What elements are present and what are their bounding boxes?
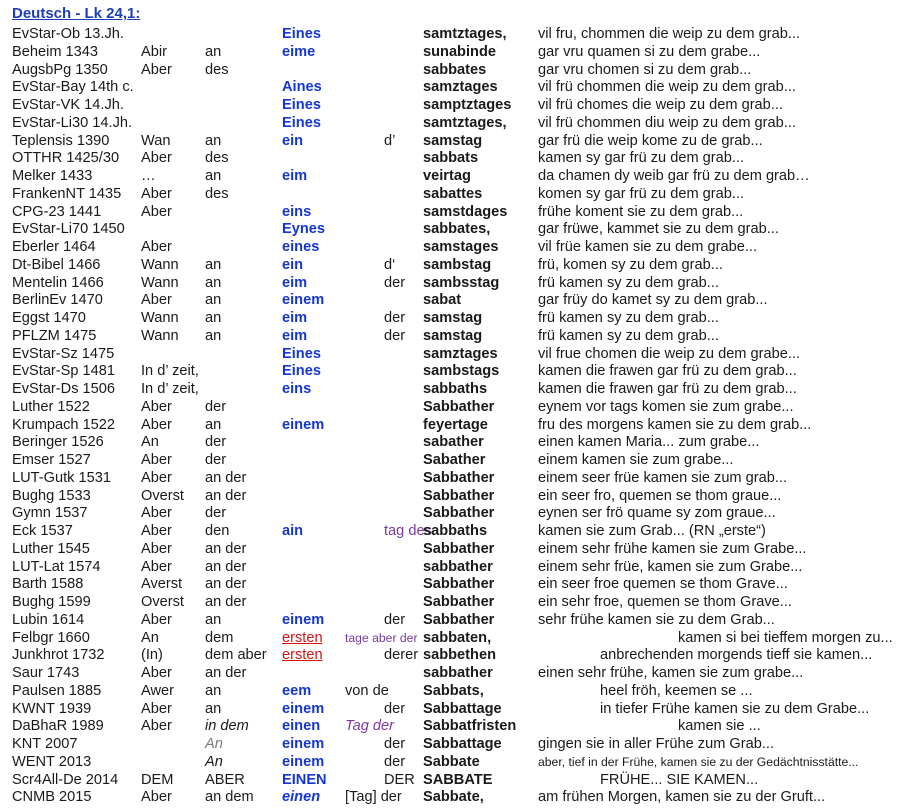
article-word: der	[384, 700, 406, 717]
table-row	[0, 488, 900, 506]
verse-rest: ein seer froe quemen se thom Grave...	[538, 576, 788, 593]
article-word: d’	[384, 132, 396, 149]
sabbath-word: sabbaths	[423, 381, 488, 397]
translation-table	[0, 26, 900, 807]
preposition-word: an	[205, 700, 222, 717]
source-label: EvStar-Sp 1481	[12, 363, 116, 380]
verse-rest: einem sehr früe, kamen sie zum Grabe...	[538, 558, 803, 575]
verse-rest: da chamen dy weib gar frü zu dem grab…	[538, 168, 810, 184]
verse-rest: kamen sie ...	[678, 718, 761, 735]
table-row	[0, 470, 900, 488]
table-row	[0, 204, 900, 222]
preposition-word: des	[205, 61, 229, 78]
verse-rest: einem sehr frühe kamen sie zum Grabe...	[538, 540, 807, 557]
preposition-word: an	[205, 274, 222, 291]
conjunction-word: Aber	[141, 718, 172, 735]
verse-rest: vil frü chomes die weip zu dem grab...	[538, 97, 783, 113]
sabbath-word: sambsstag	[423, 274, 500, 291]
source-label: OTTHR 1425/30	[12, 150, 120, 167]
verse-rest: kamen sie zum Grab... (RN „erste“)	[538, 523, 766, 539]
sabbath-word: Sabbather	[423, 469, 495, 486]
source-label: Luther 1522	[12, 398, 90, 415]
source-label: KWNT 1939	[12, 700, 92, 717]
verse-rest: kamen si bei tieffem morgen zu...	[678, 629, 893, 646]
source-label: Gymn 1537	[12, 505, 88, 522]
conjunction-word: Aber	[141, 292, 172, 309]
sabbath-word: sabbather	[423, 558, 493, 575]
sabbath-word: sabbather	[423, 665, 493, 681]
preposition-word: an	[205, 256, 222, 273]
sabbath-word: samtztages,	[423, 114, 507, 131]
table-row	[0, 736, 900, 754]
verse-rest: frühe koment sie zu dem grab...	[538, 203, 744, 220]
table-row	[0, 399, 900, 417]
verse-rest: in tiefer Frühe kamen sie zu dem Grabe...	[600, 700, 870, 717]
source-label: Luther 1545	[12, 540, 90, 557]
preposition-word: an der	[205, 540, 247, 557]
numeral-word: einem	[282, 700, 325, 717]
conjunction-word: Wann	[141, 274, 179, 291]
conjunction-word: Aber	[141, 700, 172, 717]
numeral-word: eins	[282, 381, 312, 397]
conjunction-word: …	[141, 168, 156, 184]
source-label: Melker 1433	[12, 168, 93, 184]
source-label: EvStar-Ds 1506	[12, 381, 116, 397]
table-row	[0, 381, 900, 399]
preposition-word: der	[205, 452, 227, 468]
source-label: Emser 1527	[12, 452, 91, 468]
verse-rest: frü kamen sy zu dem grab...	[538, 327, 719, 344]
numeral-word: ein	[282, 256, 304, 273]
conjunction-word: An	[141, 434, 159, 451]
numeral-word: ersten	[282, 647, 323, 664]
preposition-word: an der	[205, 576, 247, 593]
table-row	[0, 168, 900, 186]
sabbath-word: sabbats	[423, 150, 479, 167]
sabbath-word: Sabbattage	[423, 700, 502, 717]
table-row	[0, 150, 900, 168]
verse-rest: FRÜHE... SIE KAMEN...	[600, 771, 759, 788]
preposition-word: der	[205, 398, 227, 415]
conjunction-word: Abir	[141, 43, 167, 60]
source-label: EvStar-Sz 1475	[12, 345, 115, 362]
sabbath-word: Sabbather	[423, 594, 495, 610]
table-row	[0, 754, 900, 772]
conjunction-word: In d’ zeit,	[141, 363, 199, 380]
numeral-word: einem	[282, 736, 325, 752]
verse-rest: kamen die frawen gar frü zu dem grab...	[538, 363, 797, 380]
preposition-word: an	[205, 327, 222, 344]
sabbath-word: samtztages,	[423, 26, 507, 42]
source-label: KNT 2007	[12, 736, 78, 752]
article-word: tage aber der	[345, 630, 418, 645]
table-row	[0, 79, 900, 97]
source-label: Krumpach 1522	[12, 416, 116, 433]
source-label: Beringer 1526	[12, 434, 104, 451]
preposition-word: ABER	[205, 771, 245, 788]
source-label: Eck 1537	[12, 523, 73, 539]
conjunction-word: DEM	[141, 771, 174, 788]
article-word: tag des	[384, 523, 432, 539]
sabbath-word: sabbaten,	[423, 629, 492, 646]
numeral-word: EINEN	[282, 771, 327, 788]
table-row	[0, 328, 900, 346]
conjunction-word: Wann	[141, 310, 179, 326]
conjunction-word: (In)	[141, 647, 163, 664]
conjunction-word: Aber	[141, 523, 172, 539]
preposition-word: an dem	[205, 789, 254, 806]
preposition-word: der	[205, 505, 227, 522]
conjunction-word: Aber	[141, 185, 172, 202]
conjunction-word: Aber	[141, 398, 172, 415]
conjunction-word: Awer	[141, 682, 174, 699]
source-label: Dt-Bibel 1466	[12, 256, 101, 273]
article-word: [Tag] der	[345, 789, 402, 806]
verse-rest: frü kamen sy zu dem grab...	[538, 310, 719, 326]
table-row	[0, 239, 900, 257]
article-word: Tag der	[345, 718, 394, 735]
source-label: Lubin 1614	[12, 611, 85, 628]
conjunction-word: Overst	[141, 487, 184, 504]
conjunction-word: Aber	[141, 469, 172, 486]
table-row	[0, 44, 900, 62]
conjunction-word: Aber	[141, 203, 172, 220]
conjunction-word: Aber	[141, 416, 172, 433]
table-row	[0, 115, 900, 133]
preposition-word: An	[205, 753, 223, 770]
numeral-word: eim	[282, 327, 308, 344]
source-label: CNMB 2015	[12, 789, 92, 806]
verse-rest: vil frü chommen diu weip zu dem grab...	[538, 114, 796, 131]
numeral-word: Eines	[282, 26, 321, 42]
conjunction-word: Aber	[141, 452, 172, 468]
article-word: DER	[384, 771, 415, 788]
numeral-word: Aines	[282, 79, 322, 96]
table-row	[0, 452, 900, 470]
table-row	[0, 576, 900, 594]
article-word: von de	[345, 682, 389, 699]
numeral-word: einem	[282, 753, 325, 770]
table-row	[0, 789, 900, 807]
sabbath-word: Sabbatfristen	[423, 718, 517, 735]
verse-rest: anbrechenden morgends tieff sie kamen...	[600, 647, 873, 664]
numeral-word: Eines	[282, 114, 321, 131]
preposition-word: der	[205, 434, 227, 451]
verse-rest: ein sehr froe, quemen se thom Grave...	[538, 594, 792, 610]
table-row	[0, 683, 900, 701]
preposition-word: an	[205, 682, 222, 699]
sabbath-word: samstdages	[423, 203, 508, 220]
article-word: derer	[384, 647, 419, 664]
numeral-word: eime	[282, 43, 316, 60]
sabbath-word: sabather	[423, 434, 484, 451]
source-label: EvStar-Ob 13.Jh.	[12, 26, 124, 42]
preposition-word: an	[205, 611, 222, 628]
sabbath-word: Sabbather	[423, 576, 495, 593]
table-row	[0, 363, 900, 381]
table-row	[0, 221, 900, 239]
conjunction-word: Aber	[141, 789, 172, 806]
source-label: Paulsen 1885	[12, 682, 102, 699]
numeral-word: ein	[282, 132, 304, 149]
source-label: PFLZM 1475	[12, 327, 97, 344]
source-label: LUT-Lat 1574	[12, 558, 101, 575]
numeral-word: einem	[282, 416, 325, 433]
sabbath-word: Sabbather	[423, 540, 495, 557]
conjunction-word: Wan	[141, 132, 171, 149]
numeral-word: Eynes	[282, 221, 325, 238]
verse-rest: vil fru, chommen die weip zu dem grab...	[538, 26, 800, 42]
source-label: DaBhaR 1989	[12, 718, 104, 735]
numeral-word: eim	[282, 310, 308, 326]
verse-rest: kamen die frawen gar frü zu dem grab...	[538, 381, 797, 397]
sabbath-word: Sabbate,	[423, 789, 484, 806]
sabbath-word: Sabbather	[423, 611, 495, 628]
conjunction-word: Averst	[141, 576, 183, 593]
sabbath-word: samstag	[423, 132, 483, 149]
page-title: Deutsch - Lk 24,1:	[12, 5, 141, 22]
source-label: Mentelin 1466	[12, 274, 104, 291]
table-row	[0, 701, 900, 719]
sabbath-word: Sabbats,	[423, 682, 484, 699]
preposition-word: an der	[205, 665, 247, 681]
numeral-word: einen	[282, 718, 321, 735]
table-row	[0, 612, 900, 630]
verse-rest: einem seer früe kamen sie zum grab...	[538, 469, 788, 486]
table-row	[0, 718, 900, 736]
table-row	[0, 541, 900, 559]
table-row	[0, 275, 900, 293]
table-row	[0, 62, 900, 80]
conjunction-word: Wann	[141, 327, 179, 344]
preposition-word: an	[205, 292, 222, 309]
sabbath-word: sabat	[423, 292, 462, 309]
conjunction-word: Aber	[141, 540, 172, 557]
numeral-word: Eines	[282, 363, 321, 380]
source-label: WENT 2013	[12, 753, 92, 770]
table-row	[0, 257, 900, 275]
conjunction-word: Aber	[141, 150, 172, 167]
verse-rest: gingen sie in aller Frühe zum Grab...	[538, 736, 775, 752]
numeral-word: eem	[282, 682, 312, 699]
article-word: d‘	[384, 256, 396, 273]
preposition-word: dem aber	[205, 647, 267, 664]
preposition-word: An	[205, 736, 223, 752]
verse-rest: einem kamen sie zum grabe...	[538, 452, 734, 468]
verse-rest: am frühen Morgen, kamen sie zu der Gruft...	[538, 789, 826, 806]
table-row	[0, 346, 900, 364]
sabbath-word: samstages	[423, 239, 499, 255]
table-row	[0, 310, 900, 328]
preposition-word: an	[205, 416, 222, 433]
table-row	[0, 133, 900, 151]
source-label: Eggst 1470	[12, 310, 86, 326]
preposition-word: in dem	[205, 718, 249, 735]
sabbath-word: samptztages	[423, 97, 512, 113]
sabbath-word: samstag	[423, 327, 483, 344]
preposition-word: an der	[205, 594, 247, 610]
verse-rest: heel fröh, keemen se ...	[600, 682, 753, 699]
verse-rest: einen kamen Maria... zum grabe...	[538, 434, 760, 451]
article-word: der	[384, 753, 406, 770]
verse-rest: fru des morgens kamen sie zu dem grab...	[538, 416, 812, 433]
verse-rest: gar früwe, kammet sie zu dem grab...	[538, 221, 779, 238]
conjunction-word: Aber	[141, 558, 172, 575]
conjunction-word: Aber	[141, 611, 172, 628]
sabbath-word: Sabbather	[423, 487, 495, 504]
preposition-word: an	[205, 168, 222, 184]
sabbath-word: sabattes	[423, 185, 483, 202]
sabbath-word: sabbates,	[423, 221, 491, 238]
verse-rest: eynem vor tags komen sie zum grabe...	[538, 398, 794, 415]
conjunction-word: Aber	[141, 239, 172, 255]
sabbath-word: samztages	[423, 79, 498, 96]
sabbath-word: Sabbather	[423, 505, 495, 522]
conjunction-word: Aber	[141, 61, 172, 78]
verse-rest: vil früe kamen sie zu dem grabe...	[538, 239, 758, 255]
verse-rest: ein seer fro, quemen se thom graue...	[538, 487, 782, 504]
numeral-word: eins	[282, 203, 312, 220]
conjunction-word: Aber	[141, 505, 172, 522]
preposition-word: an der	[205, 469, 247, 486]
verse-rest: vil frue chomen die weip zu dem grabe...	[538, 345, 801, 362]
verse-rest: eynen ser frö quame sy zom graue...	[538, 505, 776, 522]
preposition-word: an	[205, 310, 222, 326]
source-label: EvStar-VK 14.Jh.	[12, 97, 124, 113]
table-row	[0, 417, 900, 435]
source-label: FrankenNT 1435	[12, 185, 122, 202]
preposition-word: des	[205, 185, 229, 202]
sabbath-word: Sabbate	[423, 753, 480, 770]
article-word: der	[384, 274, 406, 291]
source-label: EvStar-Bay 14th c.	[12, 79, 134, 96]
sabbath-word: sambstag	[423, 256, 492, 273]
numeral-word: eim	[282, 274, 308, 291]
sabbath-word: Sabbather	[423, 398, 495, 415]
sabbath-word: sabbethen	[423, 647, 496, 664]
numeral-word: ain	[282, 523, 304, 539]
preposition-word: an der	[205, 558, 247, 575]
article-word: der	[384, 327, 406, 344]
table-row	[0, 434, 900, 452]
numeral-word: einen	[282, 789, 321, 806]
source-label: Saur 1743	[12, 665, 80, 681]
sabbath-word: sunabinde	[423, 43, 496, 60]
conjunction-word: In d’ zeit,	[141, 381, 199, 397]
numeral-word: einem	[282, 611, 325, 628]
verse-rest: gar früy do kamet sy zu dem grab...	[538, 292, 768, 309]
sabbath-word: feyertage	[423, 416, 488, 433]
verse-rest: aber, tief in der Frühe, kamen sie zu der Gedächtnisstätte...	[538, 754, 859, 769]
preposition-word: des	[205, 150, 229, 167]
verse-rest: sehr frühe kamen sie zu dem Grab...	[538, 611, 775, 628]
conjunction-word: Aber	[141, 665, 172, 681]
article-word: der	[384, 611, 406, 628]
verse-rest: vil frü chommen die weip zu dem grab...	[538, 79, 796, 96]
preposition-word: den	[205, 523, 230, 539]
table-row	[0, 772, 900, 790]
source-label: Scr4All-De 2014	[12, 771, 119, 788]
preposition-word: an	[205, 132, 222, 149]
source-label: EvStar-Li30 14.Jh.	[12, 114, 133, 131]
numeral-word: eines	[282, 239, 320, 255]
sabbath-word: SABBATE	[423, 771, 493, 788]
source-label: LUT-Gutk 1531	[12, 469, 111, 486]
source-label: CPG-23 1441	[12, 203, 102, 220]
source-label: Beheim 1343	[12, 43, 99, 60]
source-label: Eberler 1464	[12, 239, 96, 255]
preposition-word: dem	[205, 629, 234, 646]
preposition-word: an	[205, 43, 222, 60]
numeral-word: Eines	[282, 97, 321, 113]
table-row	[0, 630, 900, 648]
sabbath-word: sabbates	[423, 61, 487, 78]
sabbath-word: samztages	[423, 345, 498, 362]
source-label: Teplensis 1390	[12, 132, 110, 149]
source-label: Bughg 1599	[12, 594, 91, 610]
table-row	[0, 292, 900, 310]
verse-rest: frü kamen sy zu dem grab...	[538, 274, 719, 291]
table-row	[0, 505, 900, 523]
table-row	[0, 186, 900, 204]
source-label: AugsbPg 1350	[12, 61, 108, 78]
source-label: Barth 1588	[12, 576, 84, 593]
verse-rest: kamen sy gar frü zu dem grab...	[538, 150, 745, 167]
table-row	[0, 594, 900, 612]
numeral-word: eim	[282, 168, 308, 184]
sabbath-word: samstag	[423, 310, 483, 326]
table-row	[0, 559, 900, 577]
table-row	[0, 523, 900, 541]
verse-rest: frü, komen sy zu dem grab...	[538, 256, 723, 273]
sabbath-word: sabbaths	[423, 523, 488, 539]
sabbath-word: veirtag	[423, 168, 471, 184]
verse-rest: einen sehr frühe, kamen sie zum grabe...	[538, 665, 804, 681]
verse-rest: gar frü die weip kome zu de grab...	[538, 132, 763, 149]
source-label: Bughg 1533	[12, 487, 91, 504]
article-word: der	[384, 736, 406, 752]
table-row	[0, 665, 900, 683]
source-label: BerlinEv 1470	[12, 292, 103, 309]
numeral-word: ersten	[282, 629, 323, 646]
source-label: Junkhrot 1732	[12, 647, 105, 664]
preposition-word: an der	[205, 487, 247, 504]
verse-rest: gar vru chomen si zu dem grab...	[538, 61, 752, 78]
verse-rest: komen sy gar frü zu dem grab...	[538, 185, 745, 202]
article-word: der	[384, 310, 406, 326]
verse-rest: gar vru quamen si zu dem grabe...	[538, 43, 761, 60]
sabbath-word: Sabather	[423, 452, 486, 468]
sabbath-word: Sabbattage	[423, 736, 502, 752]
conjunction-word: An	[141, 629, 159, 646]
table-row	[0, 647, 900, 665]
numeral-word: Eines	[282, 345, 321, 362]
source-label: EvStar-Li70 1450	[12, 221, 125, 238]
conjunction-word: Overst	[141, 594, 184, 610]
table-row	[0, 97, 900, 115]
numeral-word: einem	[282, 292, 325, 309]
table-row	[0, 26, 900, 44]
sabbath-word: sambstags	[423, 363, 500, 380]
source-label: Felbgr 1660	[12, 629, 90, 646]
conjunction-word: Wann	[141, 256, 179, 273]
